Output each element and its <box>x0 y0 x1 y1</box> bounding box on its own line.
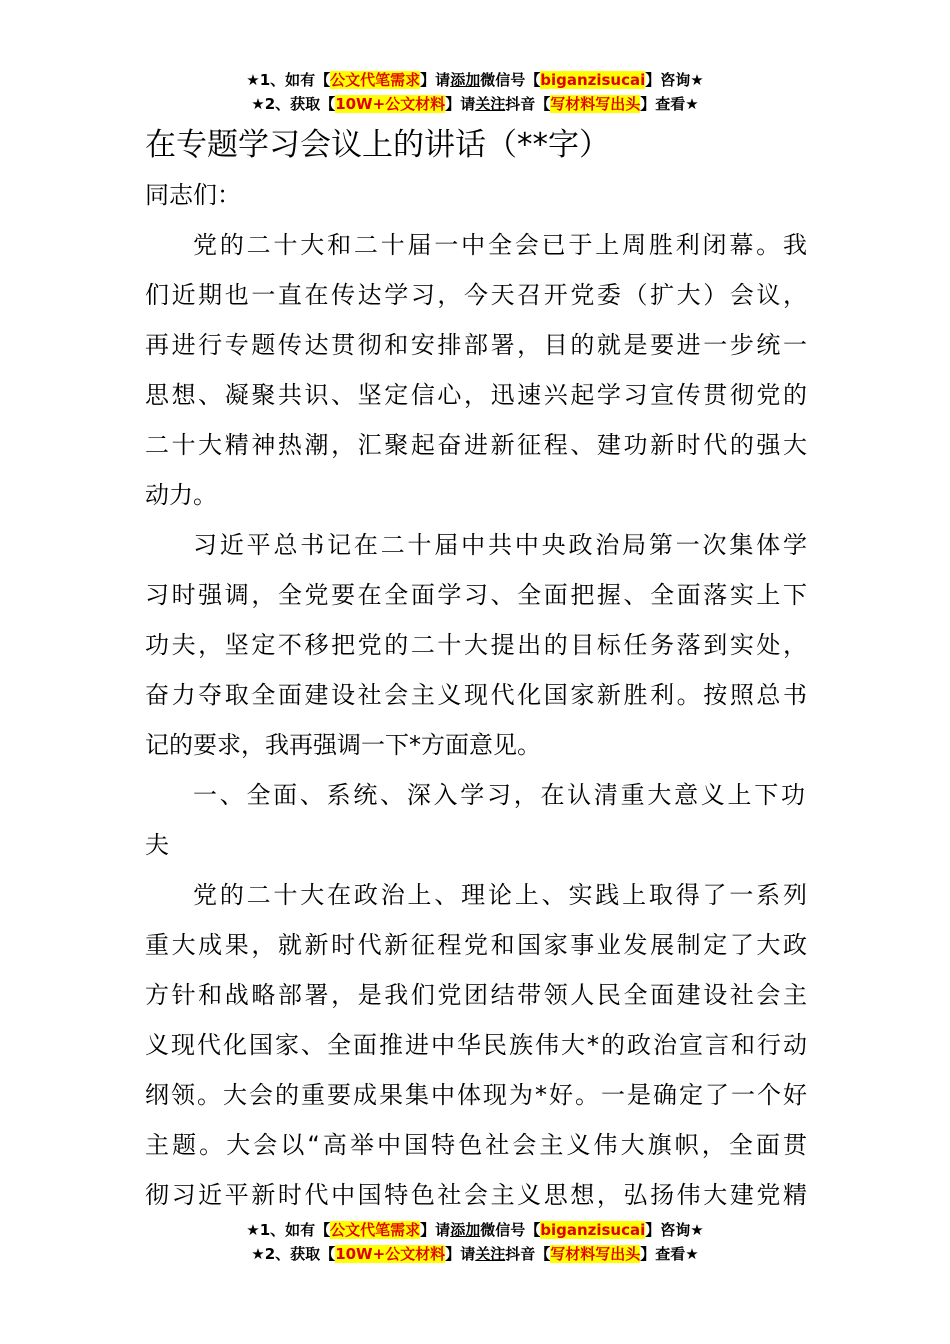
document-title: 在专题学习会议上的讲话（**字） <box>145 127 610 163</box>
promo-line-2 <box>0 1242 950 1266</box>
promo-text: 抖音【 <box>505 1245 551 1263</box>
promo-highlight: 10W+公文材料 <box>335 95 446 113</box>
promo-douyin-account: 写材料写出头 <box>550 95 641 113</box>
paragraph-line: 方针和战略部署，是我们党团结带领人民全面建设社会主 <box>145 981 807 1009</box>
paragraph-line: 彻习近平新时代中国特色社会主义思想，弘扬伟大建党精 <box>145 1181 807 1209</box>
promo-underlined-text: 关注 <box>475 1245 506 1263</box>
paragraph-line: 功夫，坚定不移把党的二十大提出的目标任务落到实处， <box>145 631 807 659</box>
paragraph-line: 记的要求，我再强调一下*方面意见。 <box>145 731 541 759</box>
promo-text: 】查看★ <box>640 1245 699 1263</box>
paragraph-line: 主题。大会以“高举中国特色社会主义伟大旗帜，全面贯 <box>145 1131 807 1159</box>
promo-highlight: 10W+公文材料 <box>335 1245 446 1263</box>
paragraph-line: 们近期也一直在传达学习，今天召开党委（扩大）会议， <box>145 281 807 309</box>
promo-text: 微信号【 <box>480 1221 541 1239</box>
paragraph-line: 二十大精神热潮，汇聚起奋进新征程、建功新时代的强大 <box>145 431 807 459</box>
top-promo-banner <box>0 68 950 116</box>
paragraph-line: 习近平总书记在二十届中共中央政治局第一次集体学 <box>193 531 807 559</box>
paragraph-line: 重大成果，就新时代新征程党和国家事业发展制定了大政 <box>145 931 807 959</box>
promo-highlight: 公文代笔需求 <box>330 71 421 89</box>
promo-douyin-account: 写材料写出头 <box>550 1245 641 1263</box>
promo-line-1 <box>0 1218 950 1242</box>
promo-highlight: 公文代笔需求 <box>330 1221 421 1239</box>
promo-text: 】请 <box>420 71 451 89</box>
paragraph-line: 动力。 <box>145 481 217 509</box>
paragraph-line: 习时强调，全党要在全面学习、全面把握、全面落实上下 <box>145 581 807 609</box>
promo-text: ★2、获取【 <box>251 1245 336 1263</box>
promo-text: 抖音【 <box>505 95 551 113</box>
promo-underlined-text: 添加 <box>450 71 481 89</box>
section-heading-line: 夫 <box>145 831 169 859</box>
bottom-promo-banner <box>0 1218 950 1266</box>
promo-text: ★1、如有【 <box>246 71 331 89</box>
promo-underlined-text: 关注 <box>475 95 506 113</box>
promo-text: ★1、如有【 <box>246 1221 331 1239</box>
promo-text: 】请 <box>445 95 476 113</box>
promo-text: 】请 <box>420 1221 451 1239</box>
promo-underlined-text: 添加 <box>450 1221 481 1239</box>
promo-text: 】查看★ <box>640 95 699 113</box>
promo-wechat-id: biganzisucai <box>540 1221 646 1239</box>
promo-text: 】咨询★ <box>645 1221 704 1239</box>
paragraph-line: 党的二十大在政治上、理论上、实践上取得了一系列 <box>193 881 807 909</box>
promo-line-1 <box>0 68 950 92</box>
paragraph-line: 思想、凝聚共识、坚定信心，迅速兴起学习宣传贯彻党的 <box>145 381 807 409</box>
promo-text: ★2、获取【 <box>251 95 336 113</box>
greeting: 同志们： <box>145 181 241 209</box>
document-body <box>145 220 807 1220</box>
promo-wechat-id: biganzisucai <box>540 71 646 89</box>
paragraph-line: 纲领。大会的重要成果集中体现为*好。一是确定了一个好 <box>145 1081 807 1109</box>
promo-text: 微信号【 <box>480 71 541 89</box>
promo-line-2 <box>0 92 950 116</box>
paragraph-line: 义现代化国家、全面推进中华民族伟大*的政治宣言和行动 <box>145 1031 807 1059</box>
paragraph-line: 再进行专题传达贯彻和安排部署，目的就是要进一步统一 <box>145 331 807 359</box>
promo-text: 】咨询★ <box>645 71 704 89</box>
promo-text: 】请 <box>445 1245 476 1263</box>
section-heading-line: 一、全面、系统、深入学习，在认清重大意义上下功 <box>193 781 807 809</box>
paragraph-line: 奋力夺取全面建设社会主义现代化国家新胜利。按照总书 <box>145 681 807 709</box>
paragraph-line: 党的二十大和二十届一中全会已于上周胜利闭幕。我 <box>193 231 807 259</box>
